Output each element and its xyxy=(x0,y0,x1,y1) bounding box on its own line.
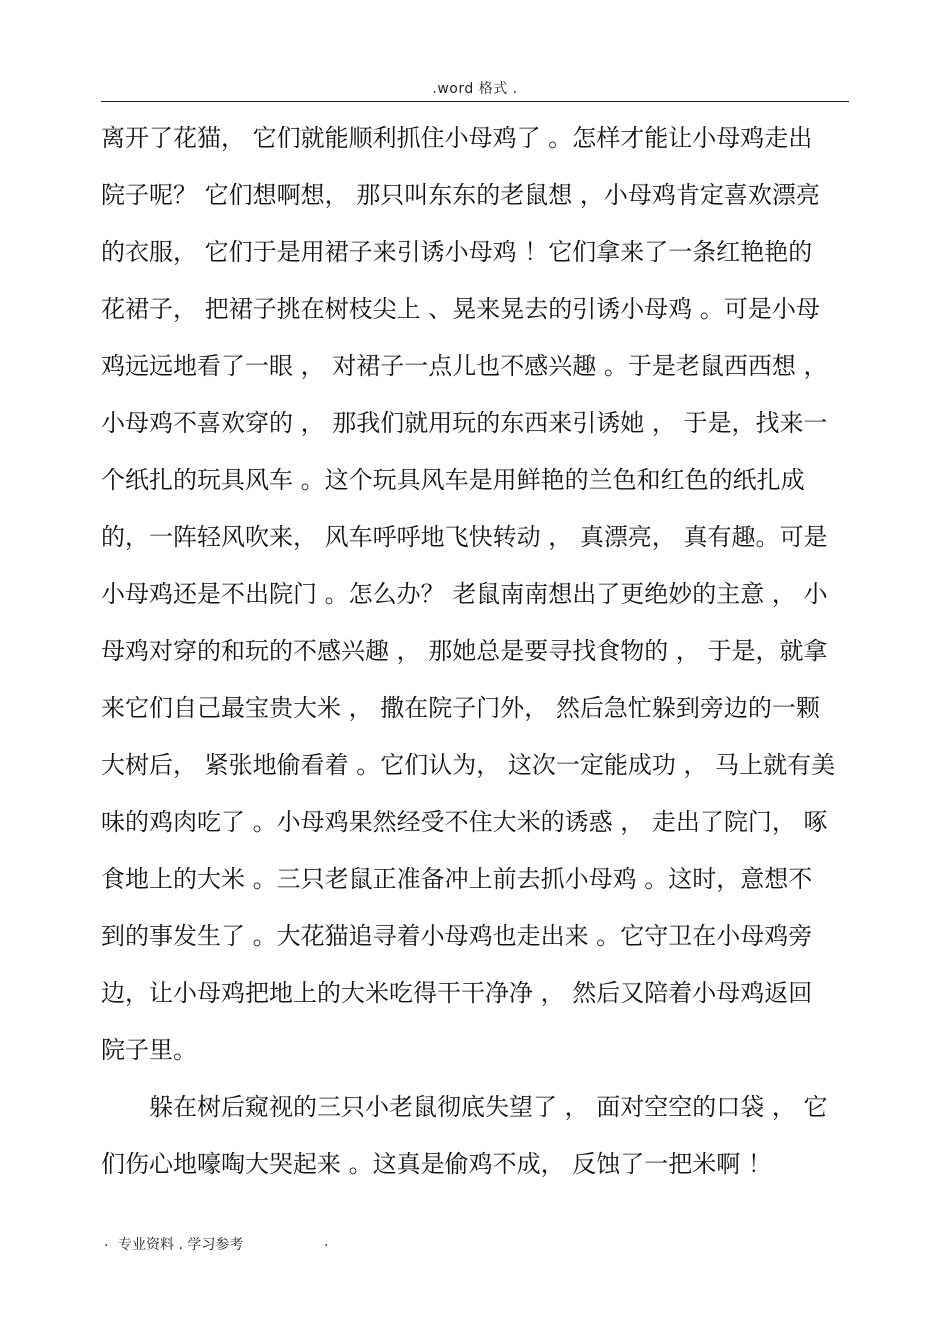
text-line-14: 食地上的大米 。三只老鼠正准备冲上前去抓小母鸡 。这时，意想不 xyxy=(101,865,813,893)
text-line-12: 大树后， 紧张地偷看着 。它们认为， 这次一定能成功 ， 马上就有美 xyxy=(101,751,836,779)
page-footer xyxy=(104,1234,329,1254)
text-line-11: 来它们自己最宝贵大米 ， 撒在院子门外， 然后急忙躲到旁边的一颗 xyxy=(101,694,820,722)
text-line-16: 边，让小母鸡把地上的大米吃得干干净净 ， 然后又陪着小母鸡返回 xyxy=(101,979,813,1007)
text-line-9: 小母鸡还是不出院门 。怎么办？ 老鼠南南想出了更绝妙的主意 ， 小 xyxy=(101,580,828,608)
text-line-15: 到的事发生了 。大花猫追寻着小母鸡也走出来 。它守卫在小母鸡旁 xyxy=(101,922,813,950)
text-line-17: 院子里。 xyxy=(101,1036,197,1064)
text-line-13: 味的鸡肉吃了 。小母鸡果然经受不住大米的诱惑 ， 走出了院门， 啄 xyxy=(101,808,828,836)
text-line-19: 们伤心地嚎啕大哭起来 。这真是偷鸡不成， 反蚀了一把米啊 ！ xyxy=(101,1150,772,1178)
text-line-2: 院子呢？ 它们想啊想， 那只叫东东的老鼠想 ，小母鸡肯定喜欢漂亮 xyxy=(101,181,820,209)
document-body xyxy=(101,110,849,1193)
footer-text: 专业资料 . 学习参考 xyxy=(118,1237,244,1253)
header-divider xyxy=(101,101,849,102)
text-line-1: 离开了花猫， 它们就能顺利抓住小母鸡了 。怎样才能让小母鸡走出 xyxy=(101,124,813,152)
text-line-10: 母鸡对穿的和玩的不感兴趣 ， 那她总是要寻找食物的 ， 于是，就拿 xyxy=(101,637,828,665)
text-line-7: 个纸扎的玩具风车 。这个玩具风车是用鲜艳的兰色和红色的纸扎成 xyxy=(101,466,805,494)
footer-dot-start: . xyxy=(104,1234,109,1250)
text-line-6: 小母鸡不喜欢穿的 ， 那我们就用玩的东西来引诱她 ， 于是，找来一 xyxy=(101,409,828,437)
text-line-5: 鸡远远地看了一眼 ， 对裙子一点儿也不感兴趣 。于是老鼠西西想 ， xyxy=(101,352,828,380)
text-line-3: 的衣服， 它们于是用裙子来引诱小母鸡 ！它们拿来了一条红艳艳的 xyxy=(101,238,813,266)
page-header: .word 格式 . xyxy=(432,81,518,97)
text-line-4: 花裙子， 把裙子挑在树枝尖上 、晃来晃去的引诱小母鸡 。可是小母 xyxy=(101,295,820,323)
text-line-18: 躲在树后窥视的三只小老鼠彻底失望了 ， 面对空空的口袋 ， 它 xyxy=(101,1093,828,1121)
text-line-8: 的，一阵轻风吹来， 风车呼呼地飞快转动 ， 真漂亮， 真有趣。可是 xyxy=(101,523,828,551)
footer-dot-end: . xyxy=(324,1234,329,1250)
